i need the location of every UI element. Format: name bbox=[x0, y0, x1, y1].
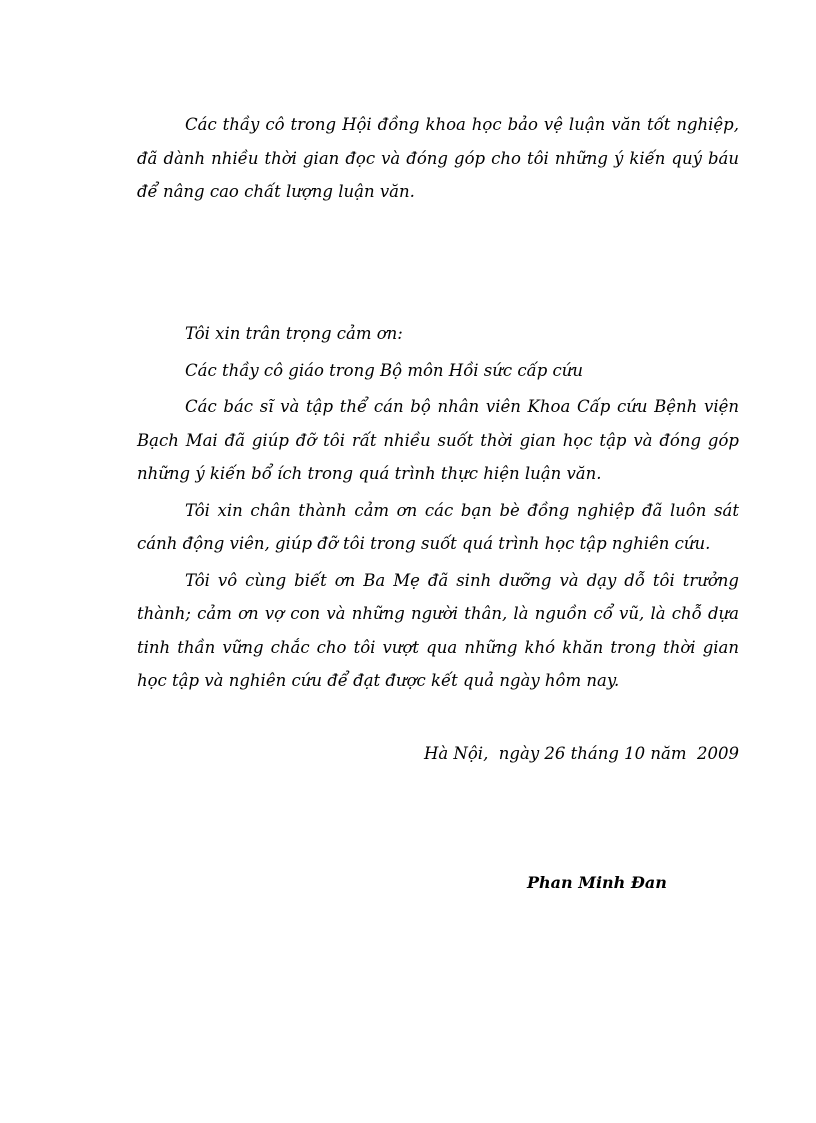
paragraph-department-thanks: Các thầy cô giáo trong Bộ môn Hồi sức cấp cứu bbox=[185, 360, 584, 380]
paragraph-hospital-thanks: Các bác sĩ và tập thể cán bộ nhân viên Khoa Cấp cứu Bệnh viện Bạch Mai đã giúp đỡ tôi rất nhiều suốt thời gian học tập và đóng góp những ý kiến bổ ích trong quá trình thực hiện luận văn. bbox=[137, 397, 739, 483]
paragraph-committee-thanks: Các thầy cô trong Hội đồng khoa học bảo vệ luận văn tốt nghiệp, đã dành nhiều thời gian đọc và đóng góp cho tôi những ý kiến quý báu để nâng cao chất lượng luận văn. bbox=[137, 115, 739, 201]
paragraph-colleagues-thanks: Tôi xin chân thành cảm ơn các bạn bè đồng nghiệp đã luôn sát cánh động viên, giúp đỡ tôi trong suốt quá trình học tập nghiên cứu. bbox=[137, 500, 739, 553]
paragraph-family-thanks: Tôi vô cùng biết ơn Ba Mẹ đã sinh dưỡng và dạy dỗ tôi trưởng thành; cảm ơn vợ con và những người thân, là nguồn cổ vũ, là chỗ dựa tinh thần vững chắc cho tôi vượt qua những khó khăn trong thời gian học tập và nghiên cứu để đạt được kết quả ngày hôm nay. bbox=[137, 570, 739, 690]
acknowledgement-section bbox=[137, 317, 739, 701]
paragraph-thanks-intro: Tôi xin trân trọng cảm ơn: bbox=[185, 324, 403, 343]
committee-thanks-section bbox=[137, 108, 739, 209]
author-signature: Phan Minh Đan bbox=[527, 873, 667, 892]
date-place-line: Hà Nội, ngày 26 tháng 10 năm 2009 bbox=[423, 744, 739, 763]
